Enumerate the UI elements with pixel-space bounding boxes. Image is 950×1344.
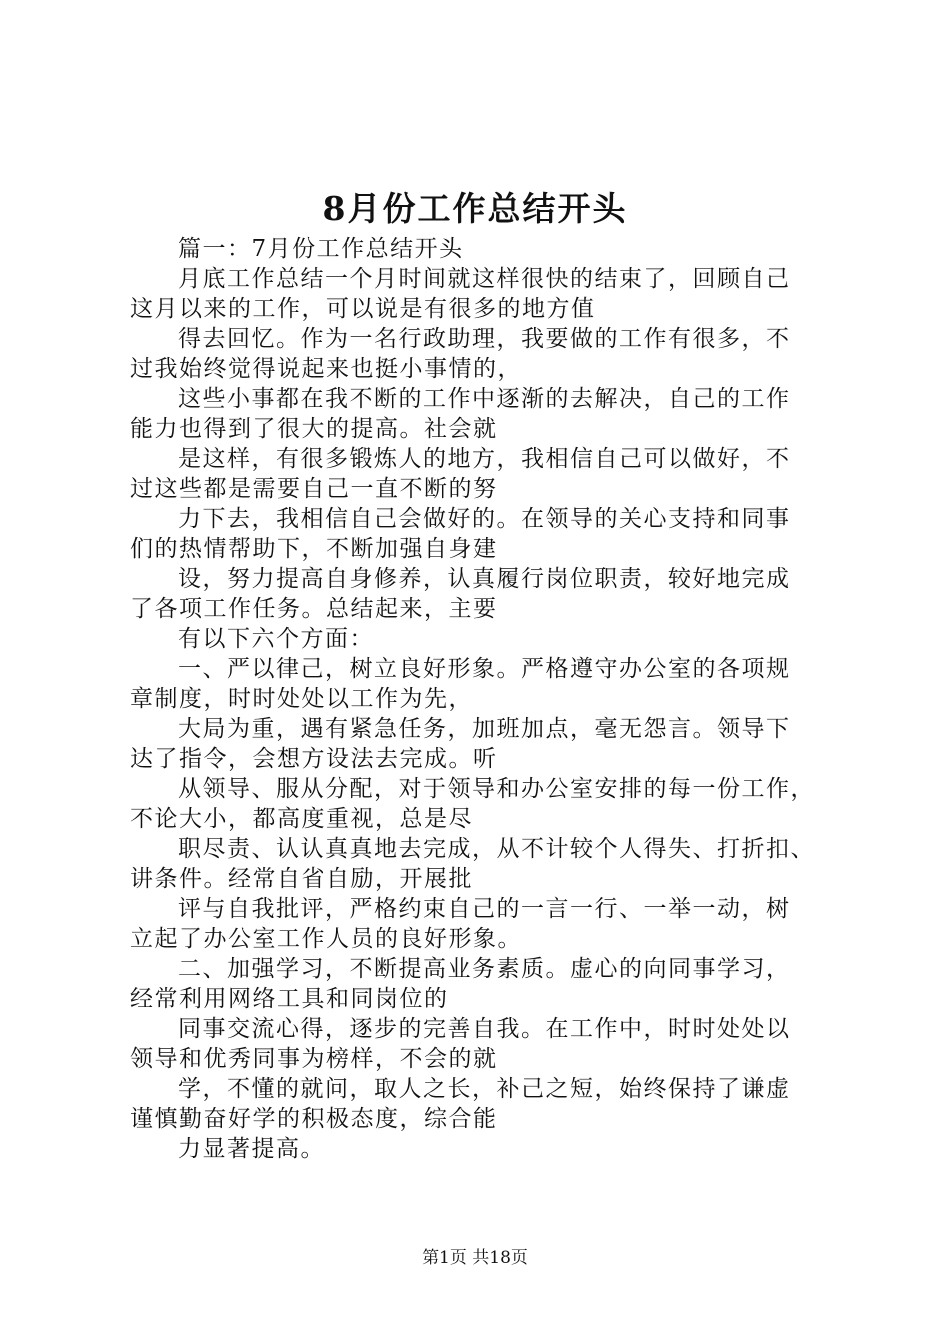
paragraph [130,654,845,714]
text-line: 一、严以律己，树立良好形象。严格遵守办公室的各项规 [178,656,791,682]
paragraph [130,234,845,264]
text-line: 学，不懂的就问，取人之长，补己之短，始终保持了谦虚 [178,1076,791,1102]
text-line: 有以下六个方面： [178,626,374,652]
text-line: 月底工作总结一个月时间就这样很快的结束了，回顾自己 [178,266,791,292]
text-line: 评与自我批评，严格约束自己的一言一行、一举一动，树 [178,896,791,922]
text-line: 大局为重，遇有紧急任务，加班加点，毫无怨言。领导下 [178,716,791,742]
text-line: 章制度，时时处处以工作为先， [130,686,473,712]
text-line: 立起了办公室工作人员的良好形象。 [130,926,522,952]
paragraph [130,774,845,834]
paragraph [130,1014,845,1074]
paragraph [130,1074,845,1134]
text-line: 得去回忆。作为一名行政助理，我要做的工作有很多，不 [178,326,791,352]
text-line: 经常利用网络工具和同岗位的 [130,986,449,1012]
text-line: 了各项工作任务。总结起来，主要 [130,596,498,622]
text-line: 们的热情帮助下，不断加强自身建 [130,536,498,562]
paragraph [130,264,845,324]
paragraph [130,1134,845,1164]
text-line: 二、加强学习，不断提高业务素质。虚心的向同事学习， [178,956,791,982]
text-line: 力显著提高。 [178,1136,325,1162]
paragraph [130,954,845,1014]
text-line: 这月以来的工作，可以说是有很多的地方值 [130,296,596,322]
paragraph [130,564,845,624]
text-line: 能力也得到了很大的提高。社会就 [130,416,498,442]
text-line: 这些小事都在我不断的工作中逐渐的去解决，自己的工作 [178,386,791,412]
text-line: 力下去，我相信自己会做好的。在领导的关心支持和同事 [178,506,791,532]
text-line: 不论大小，都高度重视，总是尽 [130,806,473,832]
paragraph [130,624,845,654]
paragraph [130,714,845,774]
text-line: 职尽责、认认真真地去完成，从不计较个人得失、打折扣、 [178,836,815,862]
text-line: 讲条件。经常自省自励，开展批 [130,866,473,892]
text-line: 过这些都是需要自己一直不断的努 [130,476,498,502]
text-line: 同事交流心得，逐步的完善自我。在工作中，时时处处以 [178,1016,791,1042]
text-line: 从领导、服从分配，对于领导和办公室安排的每一份工作， [178,776,815,802]
page-footer: 第1页 共18页 [422,1248,528,1268]
paragraph [130,894,845,954]
text-line: 是这样，有很多锻炼人的地方，我相信自己可以做好，不 [178,446,791,472]
text-line: 设，努力提高自身修养，认真履行岗位职责，较好地完成 [178,566,791,592]
paragraph [130,384,845,444]
paragraph [130,324,845,384]
document-body [130,234,845,1164]
text-line: 领导和优秀同事为榜样，不会的就 [130,1046,498,1072]
text-line: 篇一：7月份工作总结开头 [178,236,464,262]
paragraph [130,504,845,564]
paragraph [130,444,845,504]
text-line: 达了指令，会想方设法去完成。听 [130,746,498,772]
document-title: 8月份工作总结开头 [322,189,628,228]
paragraph [130,834,845,894]
text-line: 过我始终觉得说起来也挺小事情的， [130,356,522,382]
text-line: 谨慎勤奋好学的积极态度，综合能 [130,1106,498,1132]
